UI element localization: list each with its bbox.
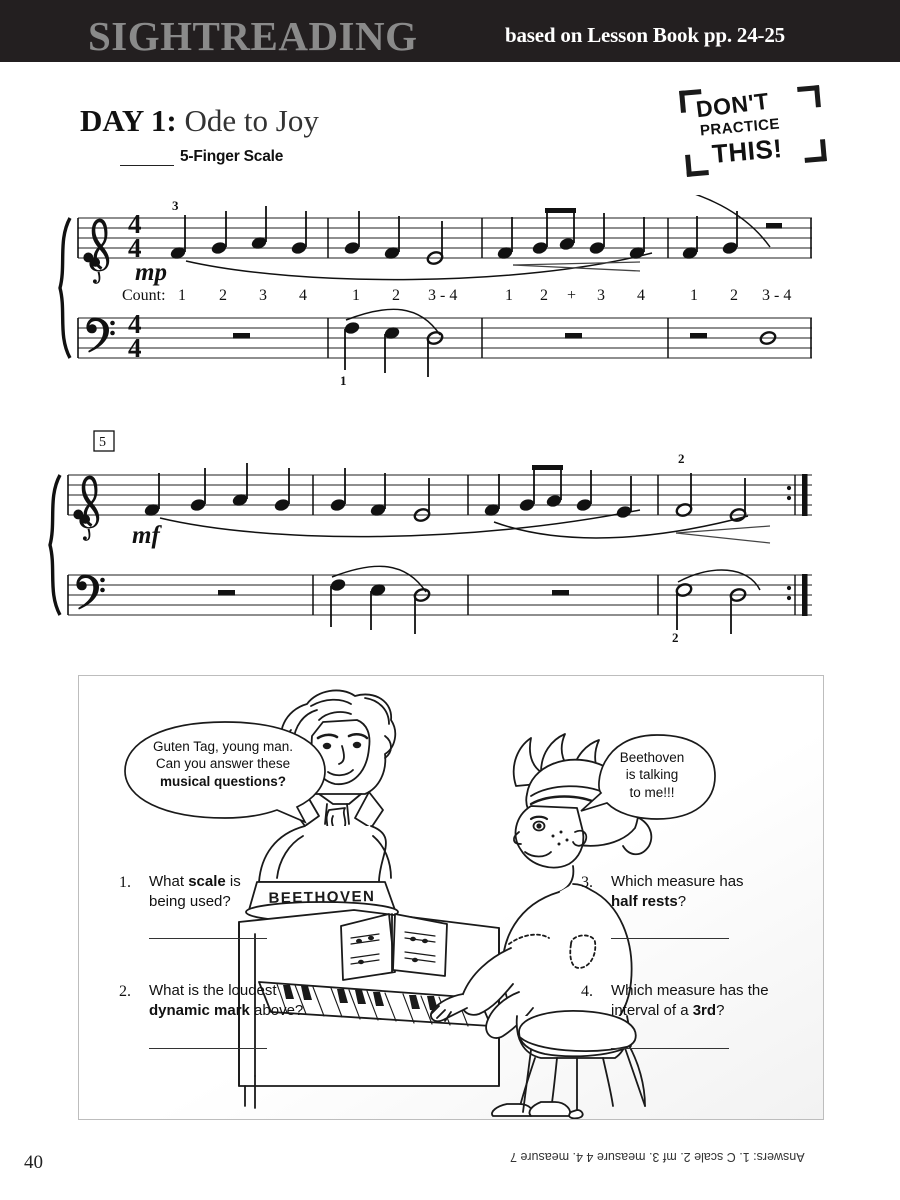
svg-text:4: 4 xyxy=(637,287,645,304)
bubble-left-line-2: Can you answer these xyxy=(155,756,291,772)
svg-text:5: 5 xyxy=(99,435,106,450)
question-2-line1: What is the loudest xyxy=(149,982,277,999)
question-1 xyxy=(119,872,334,913)
question-4-part1: interval of a xyxy=(611,1002,693,1020)
page-number: 40 xyxy=(24,1152,43,1173)
svg-text:1: 1 xyxy=(352,287,360,304)
question-2-text xyxy=(149,981,334,1022)
answer-key: Answers: 1. C scale 2. mf 3. measure 4 4. measure 7 xyxy=(510,1150,805,1164)
svg-text:BEETHOVEN: BEETHOVEN xyxy=(268,888,376,907)
question-4-answer-line[interactable] xyxy=(611,1048,729,1049)
bubble-left-line-1: Guten Tag, young man. xyxy=(152,739,294,754)
scale-answer-line xyxy=(120,148,283,166)
svg-text:3 - 4: 3 - 4 xyxy=(428,287,458,304)
question-3-number: 3. xyxy=(581,874,593,891)
svg-text:mp: mp xyxy=(135,259,167,286)
question-3-part2: ? xyxy=(677,893,687,911)
svg-text:4: 4 xyxy=(128,309,142,339)
svg-text:2: 2 xyxy=(392,287,400,304)
bubble-right-line-3: to me!!! xyxy=(629,784,675,800)
svg-text:4: 4 xyxy=(128,233,142,263)
bracket-bottom-right-icon xyxy=(803,139,827,163)
svg-text:1: 1 xyxy=(178,287,186,304)
svg-text:1: 1 xyxy=(505,287,513,304)
bracket-bottom-left-icon xyxy=(685,153,709,177)
question-4-line1: Which measure has the xyxy=(611,982,769,999)
badge-line-1: DON'T xyxy=(694,87,771,123)
music-system-1 xyxy=(0,195,900,395)
svg-text:+: + xyxy=(567,287,577,304)
badge-line-2: PRACTICE xyxy=(699,115,781,140)
svg-text:2: 2 xyxy=(540,287,548,304)
question-3-keyword: half rests xyxy=(611,893,678,911)
question-3-text xyxy=(611,872,796,913)
question-2 xyxy=(119,981,334,1022)
question-4-text xyxy=(611,981,796,1022)
svg-text:2: 2 xyxy=(678,451,685,466)
question-1-part1: What xyxy=(149,873,189,890)
bubble-right-line-1: Beethoven xyxy=(619,750,685,765)
question-2-answer-line[interactable] xyxy=(149,1048,267,1049)
svg-text:1: 1 xyxy=(340,373,347,388)
question-1-keyword: scale xyxy=(188,873,226,890)
dont-practice-badge xyxy=(672,86,826,176)
question-1-answer-line[interactable] xyxy=(149,938,267,939)
bubble-left-line-3: musical questions? xyxy=(159,773,287,789)
svg-text:Count:: Count: xyxy=(122,287,166,304)
question-1-number: 1. xyxy=(119,874,131,891)
header-bar xyxy=(0,0,900,62)
question-2-number: 2. xyxy=(119,983,131,1000)
question-1-part2: is xyxy=(225,873,241,890)
svg-text:mf: mf xyxy=(132,522,160,549)
header-subtitle: based on Lesson Book pp. 24-25 xyxy=(505,23,785,47)
question-2-keyword: dynamic mark xyxy=(149,1002,250,1020)
question-3-answer-line[interactable] xyxy=(611,938,729,939)
bubble-right-line-2: is talking xyxy=(625,767,679,783)
music-system-2 xyxy=(0,430,900,645)
question-1-line2: being used? xyxy=(149,893,231,911)
svg-text:3 - 4: 3 - 4 xyxy=(762,287,792,304)
page-title: SIGHTREADING xyxy=(88,13,418,59)
day-label: DAY 1: xyxy=(80,103,177,138)
svg-text:2: 2 xyxy=(730,287,738,304)
svg-text:2: 2 xyxy=(672,630,679,645)
svg-text:4: 4 xyxy=(128,333,142,363)
badge-line-3: THIS! xyxy=(710,132,784,170)
question-4-part2: ? xyxy=(716,1002,725,1020)
piece-title: Ode to Joy xyxy=(184,103,319,138)
scale-blank-input[interactable] xyxy=(120,150,174,166)
svg-text:4: 4 xyxy=(299,287,307,304)
question-2-part2: above? xyxy=(249,1002,304,1020)
question-4-keyword: 3rd xyxy=(692,1002,717,1020)
svg-text:3: 3 xyxy=(597,287,605,304)
question-4 xyxy=(581,981,796,1022)
question-3-line1: Which measure has xyxy=(611,873,744,890)
svg-text:3: 3 xyxy=(259,287,267,304)
bubble-right-text xyxy=(597,749,707,801)
day-heading xyxy=(80,103,319,139)
scale-label: 5-Finger Scale xyxy=(180,148,284,165)
question-3 xyxy=(581,872,796,913)
svg-text:1: 1 xyxy=(690,287,698,304)
illustration-panel xyxy=(78,675,824,1120)
question-1-text xyxy=(149,872,334,913)
svg-text:3: 3 xyxy=(172,198,179,213)
bracket-top-right-icon xyxy=(797,85,821,109)
svg-text:4: 4 xyxy=(128,209,142,239)
question-4-number: 4. xyxy=(581,983,593,1000)
bubble-left-text xyxy=(123,738,323,790)
svg-text:2: 2 xyxy=(219,287,227,304)
